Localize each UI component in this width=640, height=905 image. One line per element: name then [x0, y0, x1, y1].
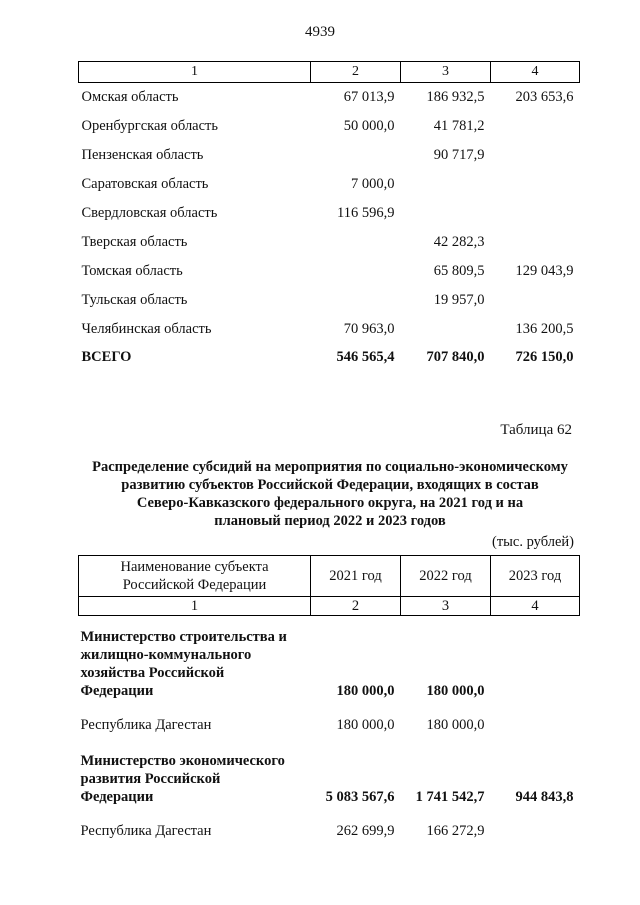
subsidy-table-continuation — [78, 61, 580, 371]
value-2022: 42 282,3 — [433, 234, 485, 250]
table-row — [79, 806, 580, 842]
column-number: 3 — [401, 62, 491, 83]
header-line: Российской Федерации — [122, 577, 267, 593]
value-2021: 50 000,0 — [343, 118, 395, 134]
ministry-name-line: Федерации — [80, 789, 154, 805]
value-2021 — [311, 141, 401, 170]
table-label: Таблица 62 — [500, 422, 572, 438]
value-2021: 116 596,9 — [337, 205, 395, 221]
region-name: Томская область — [81, 263, 183, 279]
units-label: (тыс. рублей) — [492, 534, 574, 550]
value-2021 — [311, 257, 401, 286]
table-row — [79, 170, 580, 199]
column-number: 2 — [311, 62, 401, 83]
total-2021: 546 565,4 — [336, 349, 395, 365]
table-header-row — [79, 556, 580, 597]
column-number: 4 — [491, 597, 580, 616]
total-2023: 726 150,0 — [515, 349, 574, 365]
ministry-name — [79, 736, 311, 806]
table-row — [79, 199, 580, 228]
region-name: Республика Дагестан — [80, 823, 212, 839]
region-name: Пензенская область — [81, 147, 204, 163]
table-row — [79, 228, 580, 257]
table-row — [79, 315, 580, 344]
value-2021: 7 000,0 — [351, 176, 395, 192]
region-name: Оренбургская область — [81, 118, 219, 134]
ministry-value-2021: 180 000,0 — [336, 683, 395, 699]
value-2023: 129 043,9 — [515, 263, 574, 279]
ministry-name — [79, 616, 311, 701]
value-2021: 67 013,9 — [343, 89, 395, 105]
table-title-line: плановый период 2022 и 2023 годов — [214, 513, 446, 529]
value-2022: 186 932,5 — [426, 89, 485, 105]
value-2023 — [491, 228, 580, 257]
region-name: Тверская область — [81, 234, 188, 250]
value-2023 — [491, 112, 580, 141]
value-2023 — [491, 199, 580, 228]
header-2021: 2021 год — [311, 556, 401, 597]
column-number: 2 — [311, 597, 401, 616]
table-title — [70, 458, 590, 530]
header-2022: 2022 год — [401, 556, 491, 597]
value-2022: 65 809,5 — [433, 263, 485, 279]
ministry-value-2022: 1 741 542,7 — [415, 789, 485, 805]
value-2021 — [311, 228, 401, 257]
ministry-value-2021: 5 083 567,6 — [325, 789, 395, 805]
value-2023 — [491, 286, 580, 315]
value-2022: 41 781,2 — [433, 118, 485, 134]
region-name: Челябинская область — [81, 321, 212, 337]
column-number: 3 — [401, 597, 491, 616]
value-2023: 203 653,6 — [515, 89, 574, 105]
ministry-value-2022: 180 000,0 — [426, 683, 485, 699]
ministry-name-line: хозяйства Российской — [80, 665, 225, 681]
table-title-line: Распределение субсидий на мероприятия по социально-экономическому — [92, 459, 568, 475]
page-number: 4939 — [305, 24, 335, 40]
region-name: Тульская область — [81, 292, 188, 308]
total-2022: 707 840,0 — [426, 349, 485, 365]
column-number: 4 — [491, 62, 580, 83]
ministry-name-line: Министерство экономического — [80, 753, 285, 769]
table-row — [79, 286, 580, 315]
ministry-row — [79, 736, 580, 806]
value-2021: 262 699,9 — [336, 823, 395, 839]
table-row — [79, 257, 580, 286]
ministry-name-line: Федерации — [80, 683, 154, 699]
table-row — [79, 700, 580, 736]
value-2023 — [491, 170, 580, 199]
table-title-line: развитию субъектов Российской Федерации, входящих в состав — [121, 477, 539, 493]
region-name: Республика Дагестан — [80, 717, 212, 733]
table-row — [79, 141, 580, 170]
subsidy-table-62 — [78, 555, 580, 842]
value-2022: 166 272,9 — [426, 823, 485, 839]
value-2021 — [311, 286, 401, 315]
header-line: Наименование субъекта — [120, 559, 269, 575]
value-2021: 180 000,0 — [336, 717, 395, 733]
ministry-value-2023 — [491, 616, 580, 701]
value-2023 — [491, 806, 580, 842]
table-column-numbers-row — [79, 597, 580, 616]
value-2022: 90 717,9 — [433, 147, 485, 163]
header-2023: 2023 год — [491, 556, 580, 597]
region-name: Саратовская область — [81, 176, 209, 192]
value-2022: 180 000,0 — [426, 717, 485, 733]
value-2022 — [401, 170, 491, 199]
ministry-row — [79, 616, 580, 701]
value-2023 — [491, 141, 580, 170]
value-2021: 70 963,0 — [343, 321, 395, 337]
value-2022 — [401, 315, 491, 344]
value-2022: 19 957,0 — [433, 292, 485, 308]
total-label: ВСЕГО — [81, 349, 132, 365]
value-2023: 136 200,5 — [515, 321, 574, 337]
table-row — [79, 83, 580, 113]
table-title-line: Северо-Кавказского федерального округа, на 2021 год и на — [136, 495, 524, 511]
total-row — [79, 344, 580, 371]
ministry-name-line: жилищно-коммунального — [80, 647, 252, 663]
ministry-name-line: Министерство строительства и — [80, 629, 287, 645]
ministry-value-2023: 944 843,8 — [515, 789, 574, 805]
header-subject-name — [79, 556, 311, 597]
table-row — [79, 112, 580, 141]
value-2022 — [401, 199, 491, 228]
value-2023 — [491, 700, 580, 736]
region-name: Свердловская область — [81, 205, 218, 221]
ministry-name-line: развития Российской — [80, 771, 221, 787]
column-number: 1 — [79, 597, 311, 616]
region-name: Омская область — [81, 89, 179, 105]
table-header-row — [79, 62, 580, 83]
column-number: 1 — [79, 62, 311, 83]
